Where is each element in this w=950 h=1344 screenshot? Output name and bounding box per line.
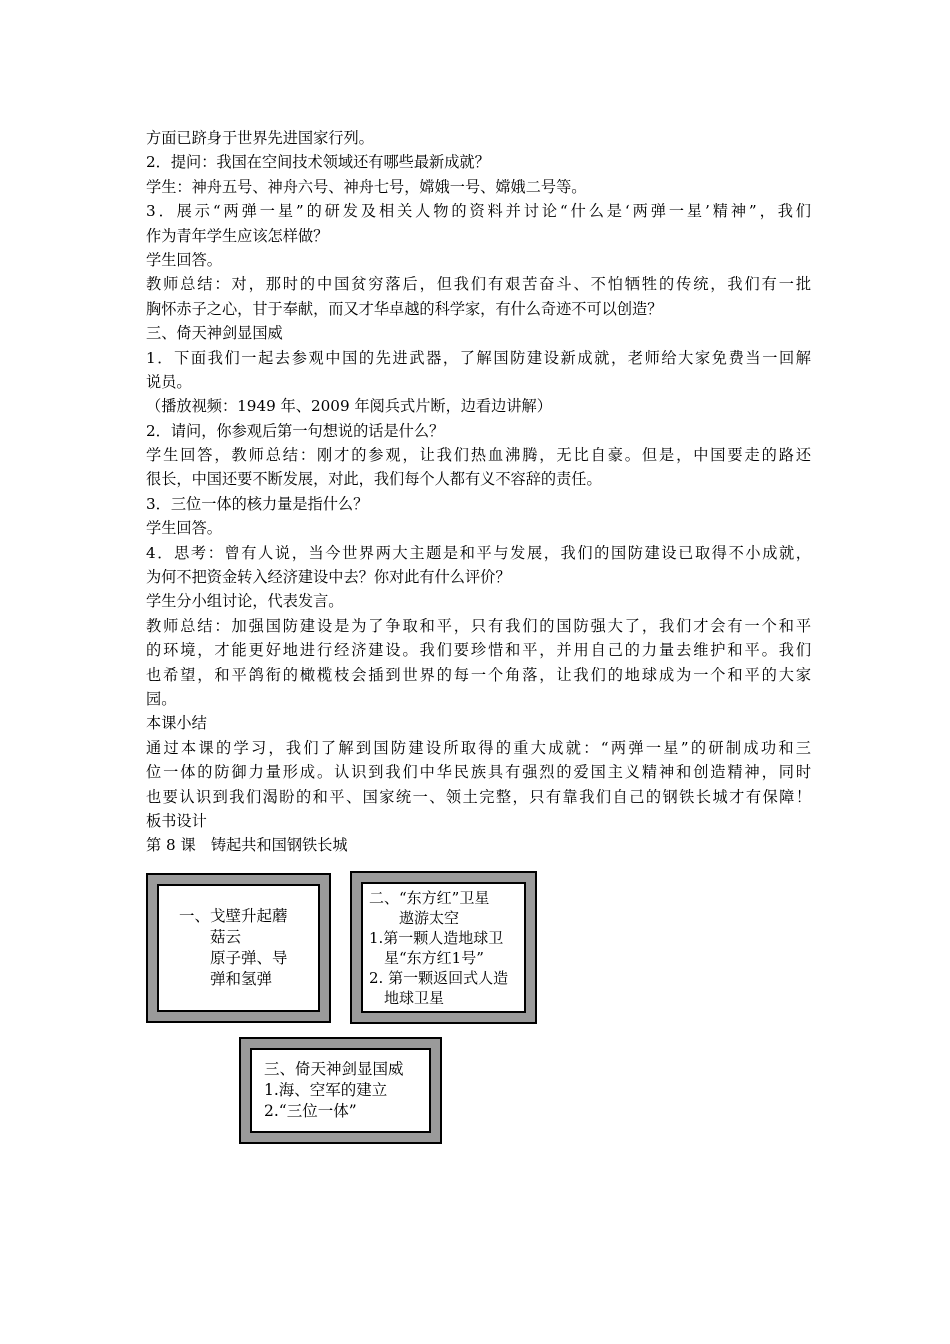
text-line: 说员。 (146, 372, 192, 391)
board-line: 地球卫星 (369, 988, 445, 1007)
text-line: 学生回答，教师总结：刚才的参观，让我们热血沸腾，无比自豪。但是，中国要走的路还 (146, 446, 811, 465)
text-line: 通过本课的学习，我们了解到国防建设所取得的重大成就：“两弹一星”的研制成功和三 (146, 738, 811, 757)
text-line: 为何不把资金转入经济建设中去？你对此有什么评价？ (146, 568, 511, 587)
text-line: 2．提问：我国在空间技术领域还有哪些最新成就？ (146, 153, 490, 172)
text-line: 第 8 课 铸起共和国钢铁长城 (146, 836, 348, 855)
board-line: 原子弹、导 (179, 949, 288, 967)
text-line: （播放视频：1949 年、2009 年阅兵式片断，边看边讲解） (146, 397, 552, 416)
text-line: 2．请问，你参观后第一句想说的话是什么？ (146, 421, 445, 440)
text-line: 学生分小组讨论，代表发言。 (146, 592, 344, 611)
board-box-1-content (157, 884, 320, 1012)
text-line: 很长，中国还要不断发展，对此，我们每个人都有义不容辞的责任。 (146, 470, 602, 489)
board-line: 菇云 (179, 928, 242, 946)
board-line: 星“东方红1号” (369, 948, 484, 967)
board-line: 一、戈壁升起蘑 (179, 907, 288, 925)
board-box-3 (239, 1037, 442, 1144)
board-box-2 (350, 871, 537, 1024)
text-line: 胸怀赤子之心，甘于奉献，而又才华卓越的科学家，有什么奇迹不可以创造？ (146, 299, 663, 318)
text-line: 4．思考：曾有人说，当今世界两大主题是和平与发展，我们的国防建设已取得不小成就， (146, 543, 811, 562)
board-line: 三、倚天神剑显国威 (264, 1060, 404, 1078)
text-line: 的环境，才能更好地进行经济建设。我们要珍惜和平，并用自己的力量去维护和平。我们 (146, 641, 811, 660)
text-line: 3．三位一体的核力量是指什么？ (146, 494, 369, 513)
board-box-3-content (250, 1048, 431, 1133)
text-line: 也要认识到我们渴盼的和平、国家统一、领土完整，只有靠我们自己的钢铁长城才有保障！ (146, 787, 811, 806)
text-line: 教师总结：对，那时的中国贫穷落后，但我们有艰苦奋斗、不怕牺牲的传统，我们有一批 (146, 275, 811, 294)
text-line: 园。 (146, 689, 177, 708)
text-line: 三、倚天神剑显国威 (146, 324, 283, 343)
text-line: 也希望，和平鸽衔的橄榄枝会插到世界的每一个角落，让我们的地球成为一个和平的大家 (146, 665, 811, 684)
text-line: 3．展示“两弹一星”的研发及相关人物的资料并讨论“什么是‘两弹一星’精神”，我们 (146, 202, 811, 221)
text-line: 板书设计 (146, 811, 207, 830)
text-line: 学生：神舟五号、神舟六号、神舟七号，嫦娥一号、嫦娥二号等。 (146, 177, 587, 196)
board-line: 二、“东方红”卫星 (369, 888, 490, 907)
text-line: 位一体的防御力量形成。认识到我们中华民族具有强烈的爱国主义精神和创造精神，同时 (146, 763, 811, 782)
text-line: 作为青年学生应该怎样做？ (146, 226, 329, 245)
board-line: 1.海、空军的建立 (264, 1081, 388, 1099)
board-line: 1.第一颗人造地球卫 (369, 928, 504, 947)
text-line: 教师总结：加强国防建设是为了争取和平，只有我们的国防强大了，我们才会有一个和平 (146, 616, 811, 635)
board-box-1 (146, 873, 331, 1023)
text-line: 学生回答。 (146, 250, 222, 269)
board-line: 遨游太空 (369, 908, 460, 927)
board-line: 弹和氢弹 (179, 970, 273, 988)
board-line: 2.“三位一体” (264, 1102, 357, 1120)
text-line: 本课小结 (146, 714, 207, 733)
document-body (146, 126, 811, 858)
text-line: 方面已跻身于世界先进国家行列。 (146, 129, 374, 147)
board-line: 2. 第一颗返回式人造 (369, 968, 509, 987)
text-line: 1．下面我们一起去参观中国的先进武器，了解国防建设新成就，老师给大家免费当一回解 (146, 348, 811, 367)
board-box-2-content (361, 882, 526, 1013)
text-line: 学生回答。 (146, 519, 222, 538)
